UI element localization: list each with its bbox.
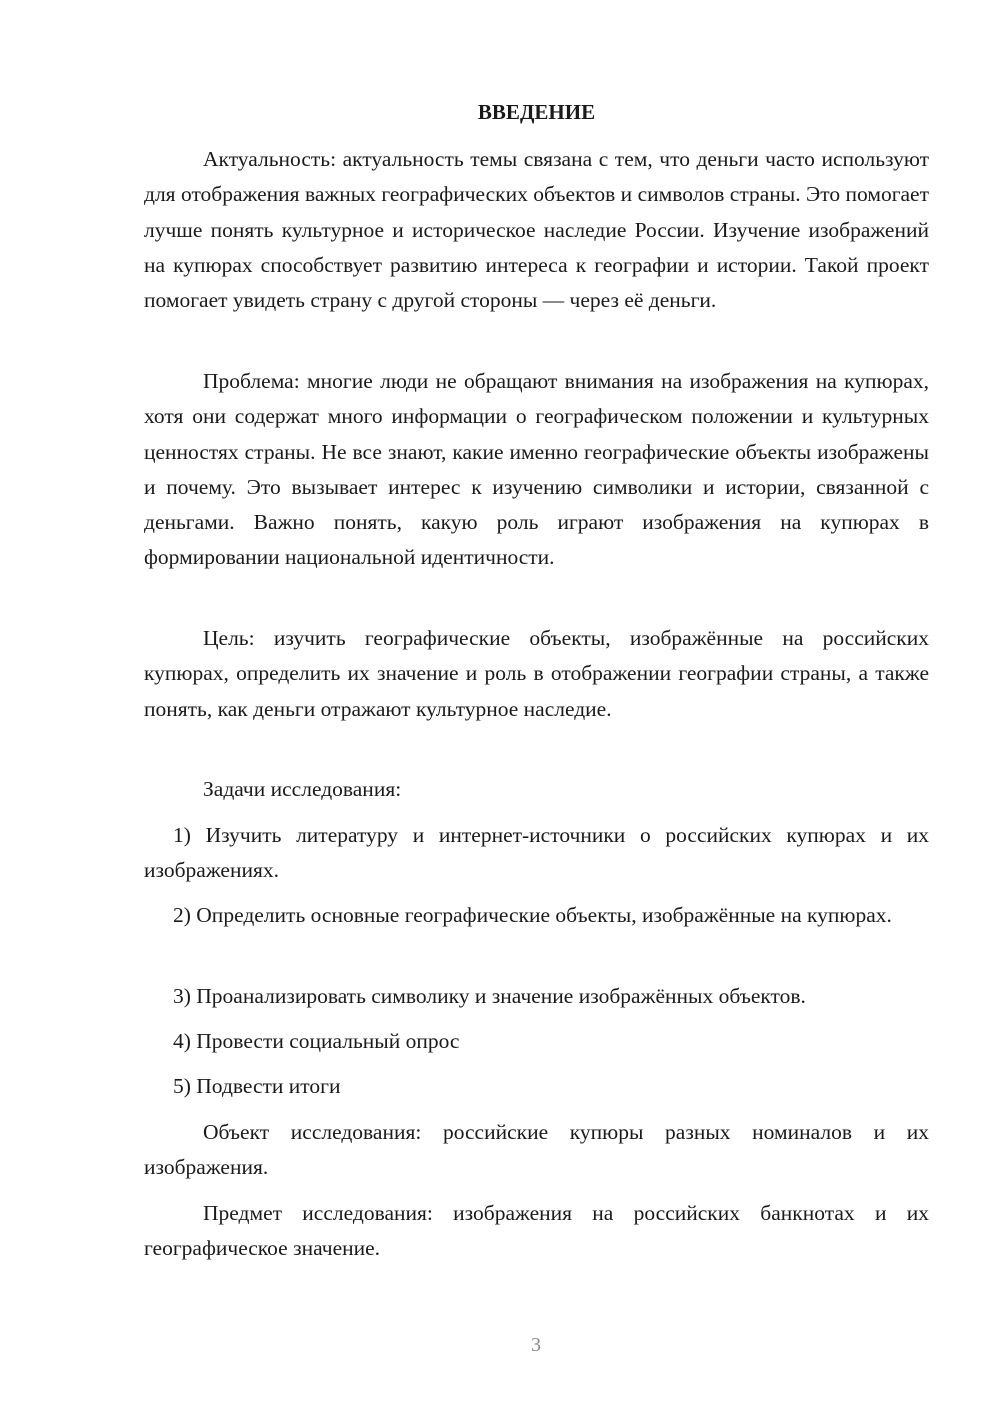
task-item-5: 5) Подвести итоги xyxy=(173,1074,341,1098)
task-item-2: 2) Определить основные географические объекты, изображённые на купюрах. xyxy=(173,903,892,927)
tasks-title: Задачи исследования: xyxy=(203,777,402,801)
task-item-4: 4) Провести социальный опрос xyxy=(173,1029,460,1053)
section-heading: ВВЕДЕНИЕ xyxy=(477,100,596,124)
page-number: 3 xyxy=(531,1334,541,1356)
object-paragraph: Объект исследования: российские купюры разных номиналов и их изображения. xyxy=(144,1120,929,1180)
task-item-1: 1) Изучить литературу и интернет-источники о российских купюрах и их изображениях. xyxy=(144,823,929,883)
problem-paragraph: Проблема: многие люди не обращают внимания на изображения на купюрах, хотя они содержат много информации о географическом положении и культурных ценностях страны. Не все знают, какие именно географические объекты изображены и почему. Это вызывает интерес к изучению символики и истории, связанной с деньгами. Важно понять, какую роль играют изображения на купюрах в формировании национальной идентичности. xyxy=(144,369,929,570)
subject-paragraph: Предмет исследования: изображения на российских банкнотах и их географическое значение. xyxy=(144,1201,929,1261)
goal-paragraph: Цель: изучить географические объекты, изображённые на российских купюрах, определить их значение и роль в отображении географии страны, а также понять, как деньги отражают культурное наследие. xyxy=(144,626,929,721)
relevance-paragraph: Актуальность: актуальность темы связана с тем, что деньги часто используют для отображения важных географических объектов и символов страны. Это помогает лучше понять культурное и историческое наследие России. Изучение изображений на купюрах способствует развитию интереса к географии и истории. Такой проект помогает увидеть страну с другой стороны — через её деньги. xyxy=(144,147,929,313)
task-item-3: 3) Проанализировать символику и значение изображённых объектов. xyxy=(173,984,806,1008)
